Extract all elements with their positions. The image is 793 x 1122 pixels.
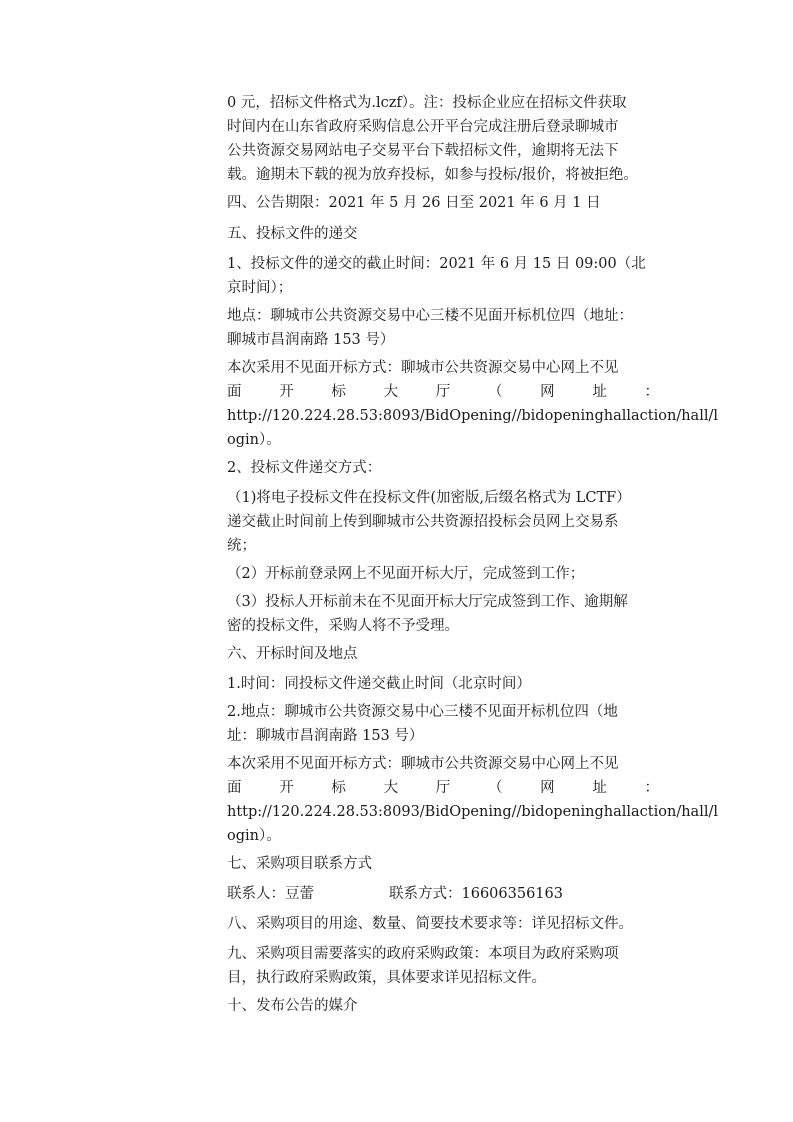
section-6-heading: 六、开标时间及地点 [227,646,358,662]
intro-line-3: 公共资源交易网站电子交易平台下载招标文件，逾期将无法下 [227,143,619,159]
section-7-heading: 七、采购项目联系方式 [227,856,372,872]
opening-time: 1.时间：同投标文件递交截止时间（北京时间） [227,676,531,692]
opening-location-line-2: 址：聊城市昌润南路 153 号） [227,728,424,744]
contact-phone: 联系方式：16606356163 [389,886,563,902]
section-5-heading: 五、投标文件的递交 [227,226,358,242]
method-spread-line: 面 开 标 大 厅 （ 网 址 ： [227,384,659,400]
contact-row [227,883,659,905]
submission-item-1-line-2: 递交截止时间前上传到聊城市公共资源招投标会员网上交易系 [227,514,619,530]
location-line-1: 地点：聊城市公共资源交易中心三楼不见面开标机位四（地址： [227,308,633,324]
contact-person: 联系人：豆蕾 [227,886,314,902]
method-url-line: http://120.224.28.53:8093/BidOpening//bidopeninghallaction/hall/l [227,408,718,424]
deadline-line-1: 1、投标文件的递交的截止时间：2021 年 6 月 15 日 09:00（北 [227,256,646,272]
opening-method-spread-line: 面 开 标 大 厅 （ 网 址 ： [227,780,659,796]
submission-item-2: （2）开标前登录网上不见面开标大厅，完成签到工作； [227,566,585,582]
submission-item-3-line-1: （3）投标人开标前未在不见面开标大厅完成签到工作、逾期解 [227,594,628,610]
submission-item-1-line-1: （1)将电子投标文件在投标文件(加密版,后缀名格式为 LCTF） [227,490,631,506]
opening-method-url-end: ogin）。 [227,828,281,844]
intro-line-4: 载。逾期未下载的视为放弃投标，如参与投标/报价，将被拒绝。 [227,167,638,183]
intro-line-1: 0 元，招标文件格式为.lczf）。注：投标企业应在招标文件获取 [227,95,627,111]
submission-item-3-line-2: 密的投标文件，采购人将不予受理。 [227,618,459,634]
submission-method-heading: 2、投标文件递交方式： [227,460,382,476]
opening-location-line-1: 2.地点：聊城市公共资源交易中心三楼不见面开标机位四（地 [227,704,618,720]
opening-method-url-line: http://120.224.28.53:8093/BidOpening//bidopeninghallaction/hall/l [227,804,718,820]
section-4-heading: 四、公告期限：2021 年 5 月 26 日至 2021 年 6 月 1 日 [227,195,601,211]
location-line-2: 聊城市昌润南路 153 号） [227,332,395,348]
intro-line-2: 时间内在山东省政府采购信息公开平台完成注册后登录聊城市 [227,119,619,135]
section-8-heading: 八、采购项目的用途、数量、简要技术要求等：详见招标文件。 [227,916,633,932]
section-9-line-2: 目，执行政府采购政策，具体要求详见招标文件。 [227,970,546,986]
method-line-1: 本次采用不见面开标方式：聊城市公共资源交易中心网上不见 [227,360,619,376]
section-9-line-1: 九、采购项目需要落实的政府采购政策：本项目为政府采购项 [227,946,619,962]
deadline-line-2: 京时间）； [227,280,293,296]
opening-method-line-1: 本次采用不见面开标方式：聊城市公共资源交易中心网上不见 [227,756,619,772]
submission-item-1-line-3: 统； [227,538,256,554]
method-url-end: ogin）。 [227,432,281,448]
section-10-heading: 十、发布公告的媒介 [227,998,358,1014]
